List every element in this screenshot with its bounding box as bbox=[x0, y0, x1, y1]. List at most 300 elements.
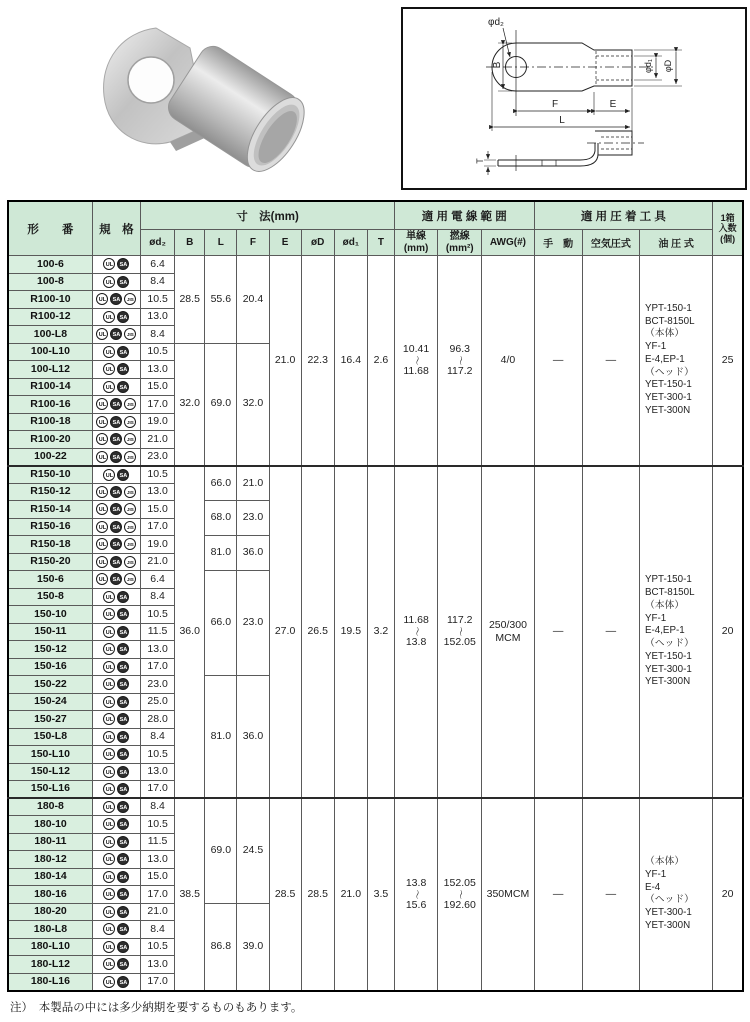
ul-mark-icon: UL bbox=[103, 818, 115, 830]
ul-mark-icon: UL bbox=[96, 398, 108, 410]
dim-label-L: L bbox=[559, 115, 565, 126]
range-tilde: ～ bbox=[410, 889, 422, 900]
cell-od2: 28.0 bbox=[141, 711, 175, 729]
cell-L: 69.0 bbox=[205, 798, 237, 903]
row-standards bbox=[92, 886, 140, 904]
cell-stranded-wire: 152.05 ～ 192.60 bbox=[438, 798, 482, 991]
row-standards bbox=[92, 921, 140, 939]
header-E: E bbox=[269, 230, 301, 256]
csa-mark-icon: SA bbox=[117, 801, 129, 813]
row-standards bbox=[92, 378, 140, 396]
row-model: 100-L12 bbox=[8, 361, 92, 379]
ring-terminal-photo bbox=[78, 10, 326, 188]
csa-mark-icon: SA bbox=[117, 311, 129, 323]
cell-F: 24.5 bbox=[237, 798, 269, 903]
row-standards bbox=[92, 343, 140, 361]
row-model: R100-12 bbox=[8, 308, 92, 326]
row-model: 150-L12 bbox=[8, 763, 92, 781]
header-od1: ød₁ bbox=[334, 230, 367, 256]
dim-label-B: B bbox=[492, 61, 503, 69]
cell-B: 32.0 bbox=[175, 343, 205, 466]
cell-awg: 250/300 MCM bbox=[482, 466, 534, 799]
cell-qty: 20 bbox=[713, 798, 743, 991]
row-model: R150-16 bbox=[8, 518, 92, 536]
ul-mark-icon: UL bbox=[96, 503, 108, 515]
row-standards bbox=[92, 851, 140, 869]
cell-awg: 4/0 bbox=[482, 256, 534, 466]
csa-mark-icon: SA bbox=[117, 818, 129, 830]
row-standards bbox=[92, 641, 140, 659]
ul-mark-icon: UL bbox=[103, 678, 115, 690]
cell-od2: 8.4 bbox=[141, 588, 175, 606]
row-model: R100-16 bbox=[8, 396, 92, 414]
csa-mark-icon: SA bbox=[117, 678, 129, 690]
row-model: 180-L16 bbox=[8, 973, 92, 991]
row-standards bbox=[92, 518, 140, 536]
row-standards bbox=[92, 746, 140, 764]
row-standards bbox=[92, 606, 140, 624]
csa-mark-icon: SA bbox=[117, 976, 129, 988]
csa-mark-icon: SA bbox=[117, 853, 129, 865]
row-model: 100-22 bbox=[8, 448, 92, 466]
csa-mark-icon: SA bbox=[117, 941, 129, 953]
cell-od2: 8.4 bbox=[141, 728, 175, 746]
row-model: 150-12 bbox=[8, 641, 92, 659]
cell-T: 3.5 bbox=[367, 798, 394, 991]
row-standards bbox=[92, 501, 140, 519]
ul-mark-icon: UL bbox=[103, 958, 115, 970]
dimension-diagram bbox=[401, 7, 747, 190]
cell-od2: 10.5 bbox=[141, 606, 175, 624]
cell-F: 39.0 bbox=[237, 903, 269, 991]
jis-mark-icon: JIS bbox=[124, 573, 136, 585]
ul-mark-icon: UL bbox=[96, 416, 108, 428]
cell-od2: 8.4 bbox=[141, 921, 175, 939]
row-standards bbox=[92, 658, 140, 676]
cell-F: 20.4 bbox=[237, 256, 269, 344]
ul-mark-icon: UL bbox=[103, 696, 115, 708]
row-standards bbox=[92, 798, 140, 816]
header-tools: 適 用 圧 着 工 具 bbox=[534, 201, 713, 230]
csa-mark-icon: SA bbox=[110, 573, 122, 585]
csa-mark-icon: SA bbox=[110, 433, 122, 445]
csa-mark-icon: SA bbox=[117, 696, 129, 708]
cell-od2: 6.4 bbox=[141, 256, 175, 274]
csa-mark-icon: SA bbox=[117, 731, 129, 743]
header-od2: ød₂ bbox=[141, 230, 175, 256]
header-T: T bbox=[367, 230, 394, 256]
cell-od2: 13.0 bbox=[141, 763, 175, 781]
row-standards bbox=[92, 623, 140, 641]
cell-od2: 15.0 bbox=[141, 378, 175, 396]
ul-mark-icon: UL bbox=[103, 888, 115, 900]
row-model: 150-16 bbox=[8, 658, 92, 676]
ul-mark-icon: UL bbox=[103, 906, 115, 918]
cell-manual-tool: — bbox=[534, 466, 582, 799]
cell-od2: 10.5 bbox=[141, 938, 175, 956]
cell-F: 23.0 bbox=[237, 501, 269, 536]
cell-qty: 25 bbox=[713, 256, 743, 466]
cell-od2: 23.0 bbox=[141, 676, 175, 694]
cell-L: 66.0 bbox=[205, 571, 237, 676]
header-standard: 規 格 bbox=[92, 201, 140, 256]
row-model: 150-24 bbox=[8, 693, 92, 711]
dim-label-E: E bbox=[609, 99, 617, 110]
csa-mark-icon: SA bbox=[117, 469, 129, 481]
range-tilde: ～ bbox=[410, 355, 422, 366]
csa-mark-icon: SA bbox=[117, 346, 129, 358]
cell-L: 81.0 bbox=[205, 536, 237, 571]
row-standards bbox=[92, 413, 140, 431]
csa-mark-icon: SA bbox=[117, 626, 129, 638]
row-model: R150-10 bbox=[8, 466, 92, 484]
cell-solid-wire: 10.41 ～ 11.68 bbox=[394, 256, 437, 466]
csa-mark-icon: SA bbox=[117, 748, 129, 760]
row-model: 180-16 bbox=[8, 886, 92, 904]
header-pneumatic-tool: 空気圧式 bbox=[582, 230, 639, 256]
cell-od2: 19.0 bbox=[141, 413, 175, 431]
jis-mark-icon: JIS bbox=[124, 293, 136, 305]
cell-B: 28.5 bbox=[175, 256, 205, 344]
ul-mark-icon: UL bbox=[103, 748, 115, 760]
cell-F: 36.0 bbox=[237, 536, 269, 571]
csa-mark-icon: SA bbox=[117, 661, 129, 673]
cell-od2: 13.0 bbox=[141, 956, 175, 974]
cell-L: 55.6 bbox=[205, 256, 237, 344]
row-model: R100-18 bbox=[8, 413, 92, 431]
csa-mark-icon: SA bbox=[117, 766, 129, 778]
csa-mark-icon: SA bbox=[117, 783, 129, 795]
ul-mark-icon: UL bbox=[103, 713, 115, 725]
cell-awg: 350MCM bbox=[482, 798, 534, 991]
footnote: 注） 本製品の中には多少納期を要するものもあります。 bbox=[10, 1002, 303, 1014]
ul-mark-icon: UL bbox=[96, 433, 108, 445]
cell-od2: 8.4 bbox=[141, 273, 175, 291]
header-qty: 1箱 入数 (個) bbox=[713, 201, 743, 256]
cell-od2: 21.0 bbox=[141, 553, 175, 571]
dim-label-inner-dia: φd₁ bbox=[643, 59, 653, 73]
product-photo bbox=[78, 10, 326, 188]
cell-B: 36.0 bbox=[175, 466, 205, 799]
csa-mark-icon: SA bbox=[110, 556, 122, 568]
row-model: 100-L8 bbox=[8, 326, 92, 344]
row-standards bbox=[92, 448, 140, 466]
cell-E: 21.0 bbox=[269, 256, 301, 466]
ul-mark-icon: UL bbox=[103, 783, 115, 795]
cell-E: 28.5 bbox=[269, 798, 301, 991]
cell-T: 2.6 bbox=[367, 256, 394, 466]
table-row bbox=[8, 466, 743, 484]
cell-od2: 13.0 bbox=[141, 308, 175, 326]
ul-mark-icon: UL bbox=[103, 871, 115, 883]
ul-mark-icon: UL bbox=[103, 363, 115, 375]
cell-od1: 19.5 bbox=[334, 466, 367, 799]
ul-mark-icon: UL bbox=[103, 643, 115, 655]
header-wire-range: 適 用 電 線 範 囲 bbox=[394, 201, 534, 230]
ul-mark-icon: UL bbox=[103, 941, 115, 953]
row-model: 180-L8 bbox=[8, 921, 92, 939]
ul-mark-icon: UL bbox=[103, 853, 115, 865]
header-oD: øD bbox=[301, 230, 334, 256]
row-standards bbox=[92, 483, 140, 501]
header-model: 形 番 bbox=[8, 201, 92, 256]
csa-mark-icon: SA bbox=[117, 871, 129, 883]
cell-stranded-wire: 117.2 ～ 152.05 bbox=[438, 466, 482, 799]
jis-mark-icon: JIS bbox=[124, 538, 136, 550]
csa-mark-icon: SA bbox=[117, 888, 129, 900]
csa-mark-icon: SA bbox=[110, 486, 122, 498]
ul-mark-icon: UL bbox=[96, 521, 108, 533]
row-model: 180-L10 bbox=[8, 938, 92, 956]
cell-od2: 25.0 bbox=[141, 693, 175, 711]
row-model: 180-14 bbox=[8, 868, 92, 886]
jis-mark-icon: JIS bbox=[124, 521, 136, 533]
cell-F: 23.0 bbox=[237, 571, 269, 676]
row-model: 180-12 bbox=[8, 851, 92, 869]
row-standards bbox=[92, 326, 140, 344]
cell-od2: 10.5 bbox=[141, 466, 175, 484]
csa-mark-icon: SA bbox=[110, 398, 122, 410]
cell-stranded-wire: 96.3 ～ 117.2 bbox=[438, 256, 482, 466]
row-standards bbox=[92, 291, 140, 309]
cell-od2: 10.5 bbox=[141, 291, 175, 309]
cell-od2: 8.4 bbox=[141, 798, 175, 816]
ul-mark-icon: UL bbox=[103, 801, 115, 813]
cell-hydraulic-tools: YPT-150-1 BCT-8150L （本体） YF-1 E-4,EP-1 （ヘッド） YET-150-1 YET-300-1 YET-300N bbox=[639, 256, 712, 466]
row-model: 180-L12 bbox=[8, 956, 92, 974]
cell-od2: 15.0 bbox=[141, 501, 175, 519]
cell-L: 68.0 bbox=[205, 501, 237, 536]
row-model: 100-L10 bbox=[8, 343, 92, 361]
cell-od2: 10.5 bbox=[141, 816, 175, 834]
cell-od2: 10.5 bbox=[141, 746, 175, 764]
cell-oD: 22.3 bbox=[301, 256, 334, 466]
header-L: L bbox=[205, 230, 237, 256]
header-B: B bbox=[175, 230, 205, 256]
row-standards bbox=[92, 903, 140, 921]
cell-T: 3.2 bbox=[367, 466, 394, 799]
cell-hydraulic-tools: YPT-150-1 BCT-8150L （本体） YF-1 E-4,EP-1 （ヘッド） YET-150-1 YET-300-1 YET-300N bbox=[639, 466, 712, 799]
cell-od1: 21.0 bbox=[334, 798, 367, 991]
csa-mark-icon: SA bbox=[110, 328, 122, 340]
csa-mark-icon: SA bbox=[110, 538, 122, 550]
row-standards bbox=[92, 868, 140, 886]
cell-od1: 16.4 bbox=[334, 256, 367, 466]
row-model: R100-14 bbox=[8, 378, 92, 396]
row-model: R150-20 bbox=[8, 553, 92, 571]
row-model: R100-10 bbox=[8, 291, 92, 309]
cell-od2: 17.0 bbox=[141, 396, 175, 414]
range-tilde: ～ bbox=[454, 355, 466, 366]
cell-hydraulic-tools: （本体） YF-1 E-4 （ヘッド） YET-300-1 YET-300N bbox=[639, 798, 712, 991]
csa-mark-icon: SA bbox=[117, 923, 129, 935]
row-standards bbox=[92, 273, 140, 291]
ul-mark-icon: UL bbox=[103, 258, 115, 270]
cell-od2: 11.5 bbox=[141, 833, 175, 851]
row-model: 180-11 bbox=[8, 833, 92, 851]
cell-od2: 17.0 bbox=[141, 973, 175, 991]
csa-mark-icon: SA bbox=[110, 503, 122, 515]
ul-mark-icon: UL bbox=[103, 661, 115, 673]
cell-L: 86.8 bbox=[205, 903, 237, 991]
csa-mark-icon: SA bbox=[110, 416, 122, 428]
row-model: R100-20 bbox=[8, 431, 92, 449]
cell-oD: 28.5 bbox=[301, 798, 334, 991]
row-model: 150-L8 bbox=[8, 728, 92, 746]
csa-mark-icon: SA bbox=[117, 276, 129, 288]
cell-pneumatic-tool: — bbox=[582, 256, 639, 466]
row-model: 100-6 bbox=[8, 256, 92, 274]
row-model: 150-8 bbox=[8, 588, 92, 606]
cell-solid-wire: 11.68 ～ 13.8 bbox=[394, 466, 437, 799]
jis-mark-icon: JIS bbox=[124, 486, 136, 498]
ul-mark-icon: UL bbox=[96, 293, 108, 305]
row-standards bbox=[92, 728, 140, 746]
ul-mark-icon: UL bbox=[103, 731, 115, 743]
ul-mark-icon: UL bbox=[96, 451, 108, 463]
csa-mark-icon: SA bbox=[117, 958, 129, 970]
row-standards bbox=[92, 571, 140, 589]
cell-qty: 20 bbox=[713, 466, 743, 799]
jis-mark-icon: JIS bbox=[124, 433, 136, 445]
csa-mark-icon: SA bbox=[117, 258, 129, 270]
row-model: 180-10 bbox=[8, 816, 92, 834]
row-model: 150-10 bbox=[8, 606, 92, 624]
header-manual-tool: 手 動 bbox=[534, 230, 582, 256]
cell-od2: 21.0 bbox=[141, 431, 175, 449]
cell-pneumatic-tool: — bbox=[582, 466, 639, 799]
csa-mark-icon: SA bbox=[117, 591, 129, 603]
row-standards bbox=[92, 763, 140, 781]
csa-mark-icon: SA bbox=[117, 713, 129, 725]
cell-od2: 11.5 bbox=[141, 623, 175, 641]
csa-mark-icon: SA bbox=[117, 363, 129, 375]
ul-mark-icon: UL bbox=[103, 836, 115, 848]
cell-od2: 10.5 bbox=[141, 343, 175, 361]
cell-od2: 13.0 bbox=[141, 483, 175, 501]
csa-mark-icon: SA bbox=[117, 906, 129, 918]
dim-label-outer-dia: φD bbox=[663, 59, 673, 73]
jis-mark-icon: JIS bbox=[124, 503, 136, 515]
cell-F: 21.0 bbox=[237, 466, 269, 501]
dim-label-hole-dia: φd₂ bbox=[488, 17, 504, 28]
cell-od2: 15.0 bbox=[141, 868, 175, 886]
cell-od2: 21.0 bbox=[141, 903, 175, 921]
ul-mark-icon: UL bbox=[103, 311, 115, 323]
row-model: 150-11 bbox=[8, 623, 92, 641]
csa-mark-icon: SA bbox=[110, 451, 122, 463]
ul-mark-icon: UL bbox=[96, 538, 108, 550]
ul-mark-icon: UL bbox=[103, 626, 115, 638]
ul-mark-icon: UL bbox=[103, 276, 115, 288]
table-row bbox=[8, 798, 743, 816]
header-solid-wire: 単線(mm) bbox=[394, 230, 437, 256]
ul-mark-icon: UL bbox=[96, 573, 108, 585]
ul-mark-icon: UL bbox=[103, 591, 115, 603]
jis-mark-icon: JIS bbox=[124, 328, 136, 340]
row-model: R150-12 bbox=[8, 483, 92, 501]
cell-oD: 26.5 bbox=[301, 466, 334, 799]
ul-mark-icon: UL bbox=[96, 556, 108, 568]
cell-od2: 17.0 bbox=[141, 781, 175, 799]
cell-B: 38.5 bbox=[175, 798, 205, 991]
ul-mark-icon: UL bbox=[103, 766, 115, 778]
row-model: 180-20 bbox=[8, 903, 92, 921]
range-tilde: ～ bbox=[410, 626, 422, 637]
spec-table bbox=[7, 200, 744, 992]
jis-mark-icon: JIS bbox=[124, 398, 136, 410]
cell-solid-wire: 13.8 ～ 15.6 bbox=[394, 798, 437, 991]
csa-mark-icon: SA bbox=[110, 293, 122, 305]
row-model: 150-L16 bbox=[8, 781, 92, 799]
row-standards bbox=[92, 676, 140, 694]
cell-L: 69.0 bbox=[205, 343, 237, 466]
header-dimensions: 寸 法(mm) bbox=[141, 201, 395, 230]
csa-mark-icon: SA bbox=[117, 836, 129, 848]
row-standards bbox=[92, 833, 140, 851]
row-model: 150-27 bbox=[8, 711, 92, 729]
table-row bbox=[8, 256, 743, 274]
jis-mark-icon: JIS bbox=[124, 451, 136, 463]
ul-mark-icon: UL bbox=[96, 328, 108, 340]
cell-od2: 6.4 bbox=[141, 571, 175, 589]
cell-L: 66.0 bbox=[205, 466, 237, 501]
cell-od2: 13.0 bbox=[141, 641, 175, 659]
cell-pneumatic-tool: — bbox=[582, 798, 639, 991]
row-standards bbox=[92, 553, 140, 571]
row-standards bbox=[92, 431, 140, 449]
row-standards bbox=[92, 256, 140, 274]
cell-manual-tool: — bbox=[534, 798, 582, 991]
ul-mark-icon: UL bbox=[103, 608, 115, 620]
row-standards bbox=[92, 938, 140, 956]
row-standards bbox=[92, 536, 140, 554]
header-F: F bbox=[237, 230, 269, 256]
header-awg: AWG(#) bbox=[482, 230, 534, 256]
csa-mark-icon: SA bbox=[117, 643, 129, 655]
jis-mark-icon: JIS bbox=[124, 416, 136, 428]
header-stranded-wire: 撚線(mm²) bbox=[438, 230, 482, 256]
row-standards bbox=[92, 816, 140, 834]
csa-mark-icon: SA bbox=[117, 381, 129, 393]
dim-label-T: T bbox=[475, 158, 485, 164]
row-model: 150-L10 bbox=[8, 746, 92, 764]
cell-E: 27.0 bbox=[269, 466, 301, 799]
cell-od2: 19.0 bbox=[141, 536, 175, 554]
header-hydraulic-tool: 油 圧 式 bbox=[639, 230, 712, 256]
cell-manual-tool: — bbox=[534, 256, 582, 466]
cell-od2: 8.4 bbox=[141, 326, 175, 344]
cell-od2: 13.0 bbox=[141, 361, 175, 379]
cell-od2: 23.0 bbox=[141, 448, 175, 466]
row-model: 100-8 bbox=[8, 273, 92, 291]
csa-mark-icon: SA bbox=[110, 521, 122, 533]
dim-label-F: F bbox=[551, 99, 559, 110]
ul-mark-icon: UL bbox=[103, 976, 115, 988]
row-standards bbox=[92, 973, 140, 991]
cell-L: 81.0 bbox=[205, 676, 237, 799]
ul-mark-icon: UL bbox=[103, 469, 115, 481]
ul-mark-icon: UL bbox=[103, 346, 115, 358]
ul-mark-icon: UL bbox=[103, 923, 115, 935]
cell-od2: 13.0 bbox=[141, 851, 175, 869]
row-model: R150-14 bbox=[8, 501, 92, 519]
row-model: 150-6 bbox=[8, 571, 92, 589]
csa-mark-icon: SA bbox=[117, 608, 129, 620]
row-standards bbox=[92, 308, 140, 326]
cell-od2: 17.0 bbox=[141, 886, 175, 904]
row-standards bbox=[92, 781, 140, 799]
